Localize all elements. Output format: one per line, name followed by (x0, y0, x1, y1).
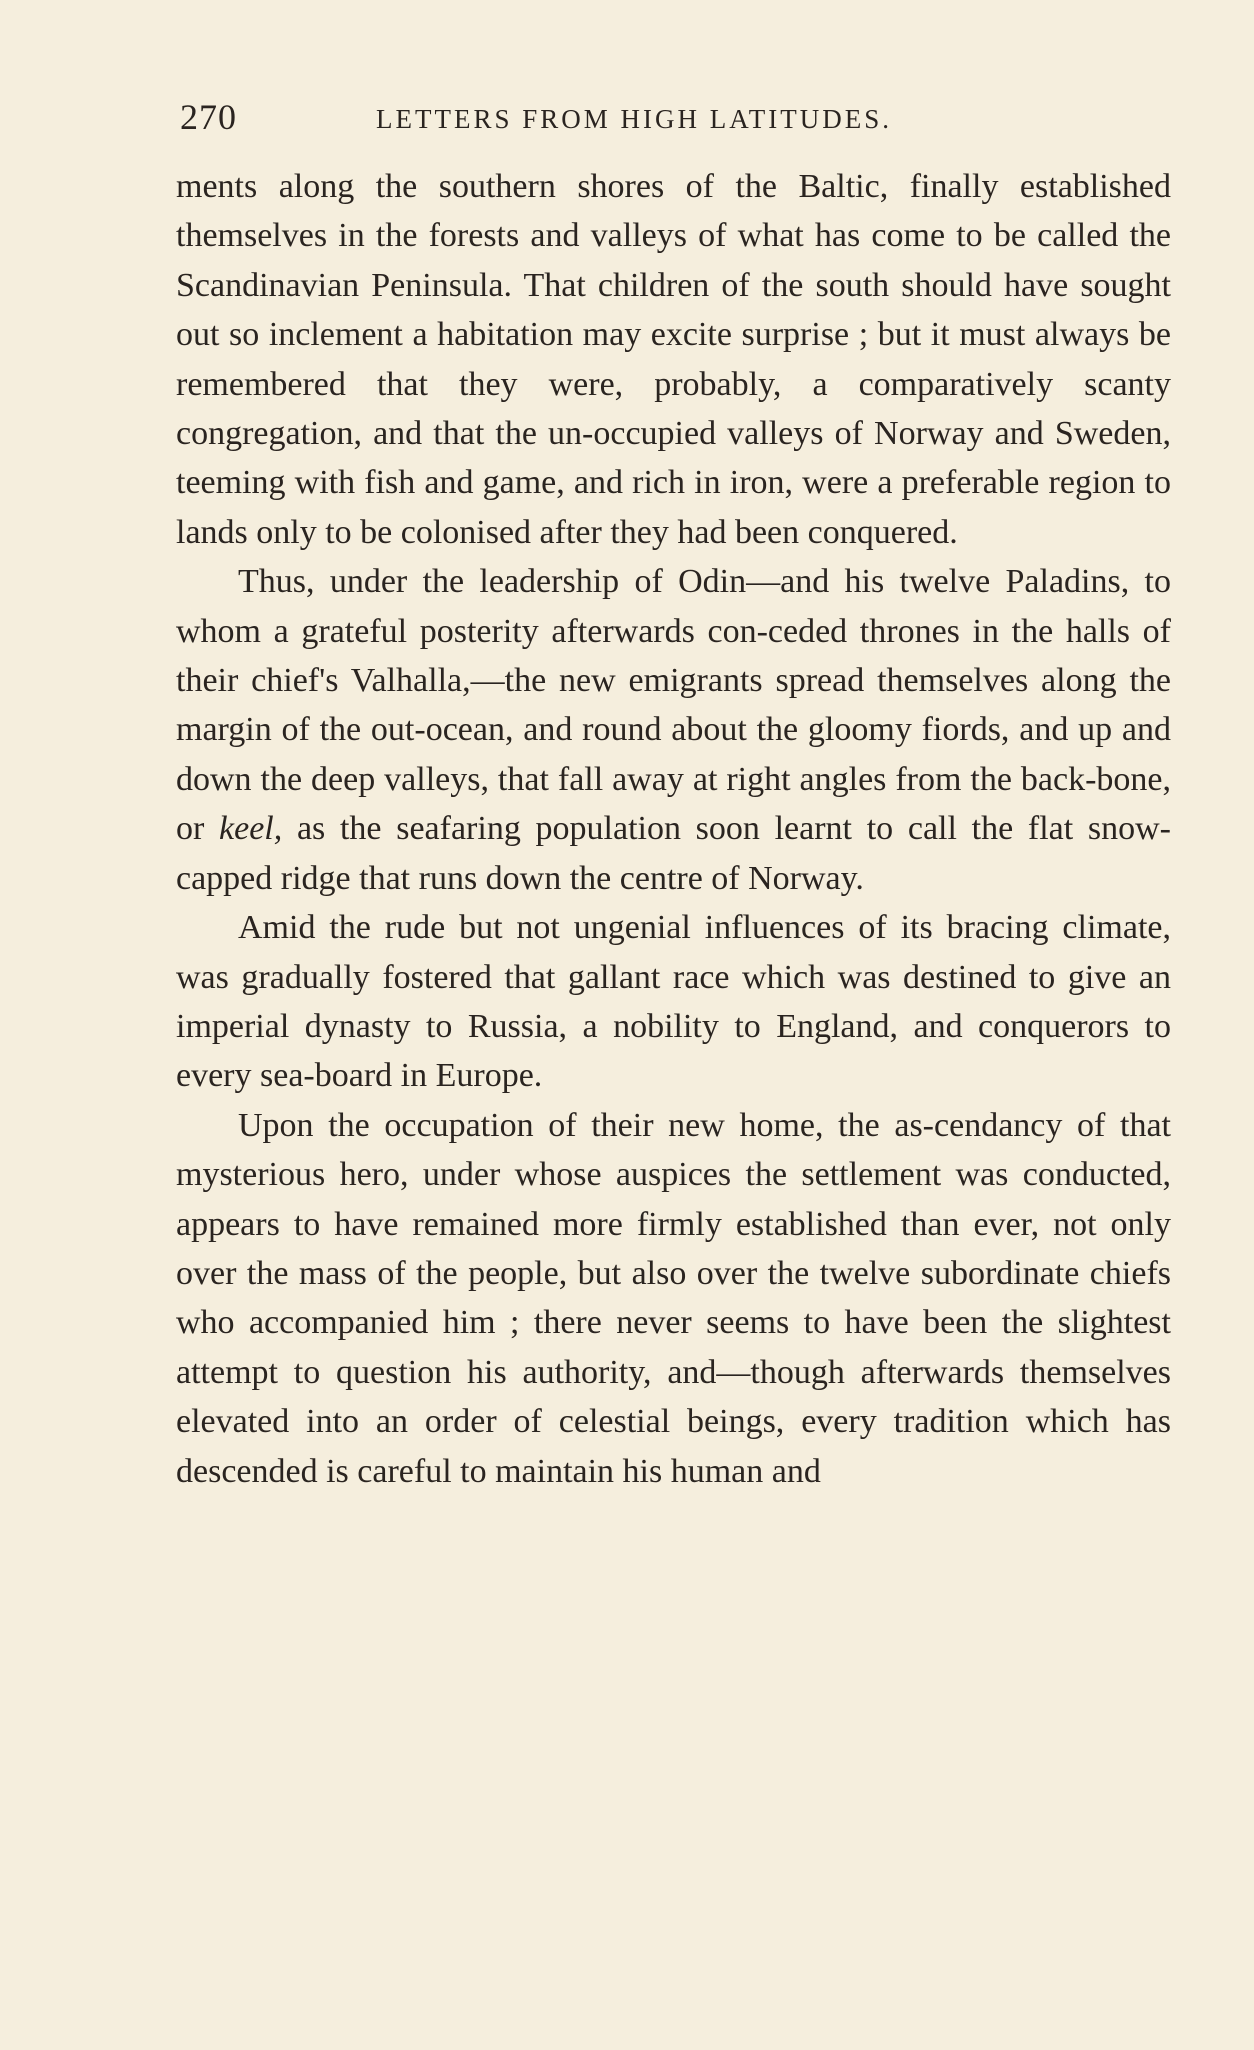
paragraph-3: Amid the rude but not ungenial influences of its bracing climate, was gradually fostered that gallant race which was destined to give an imperial dynasty to Russia, a nobility to England, and conquerors to every sea-board in Europe. (176, 909, 1171, 1095)
book-page (176, 92, 1171, 1992)
running-head (176, 92, 1171, 142)
running-title: LETTERS FROM HIGH LATITUDES. (376, 104, 892, 134)
paragraph-2-text-before: Thus, under the leadership of Odin—and his twelve Paladins, to whom a grateful posterity afterwards con-ceded thrones in the halls of their chief's Valhalla,—the new emigrants spread themselves along the margin of the out-ocean, and round about the gloomy fiords, and up and down the deep valleys, that fall away at right angles from the back-bone, or (176, 563, 1171, 848)
paragraph-2-italic-word: keel, (219, 810, 283, 848)
paragraph-4: Upon the occupation of their new home, the as-cendancy of that mysterious hero, under whose auspices the settlement was conducted, appears to have remained more firmly established than ever, not only over the mass of the people, but also over the twelve subordinate chiefs who accompanied him ; there never seems to have been the slightest attempt to question his authority, and—though afterwards themselves elevated into an order of celestial beings, every tradition which has descended is careful to maintain his human and (176, 1106, 1171, 1490)
body-text (176, 162, 1171, 1496)
paragraph-1: ments along the southern shores of the Baltic, finally established themselves in the forests and valleys of what has come to be called the Scandinavian Peninsula. That children of the south should have sought out so inclement a habitation may excite surprise ; but it must always be remembered that they were, probably, a comparatively scanty congregation, and that the un-occupied valleys of Norway and Sweden, teeming with fish and game, and rich in iron, were a preferable region to lands only to be colonised after they had been conquered. (176, 168, 1171, 551)
paragraph-2-text-after: as the seafaring population soon learnt to call the flat snow-capped ridge that runs down the centre of Norway. (176, 810, 1171, 897)
paragraph-2 (176, 557, 1171, 903)
page-number: 270 (180, 97, 237, 137)
